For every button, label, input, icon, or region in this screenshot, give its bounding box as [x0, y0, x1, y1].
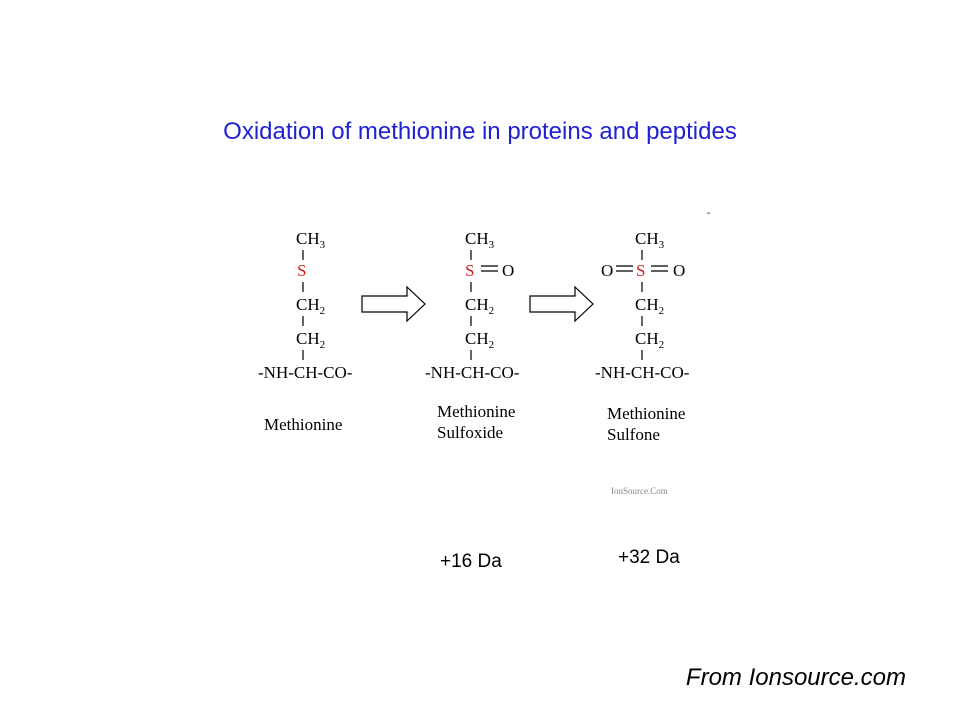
ch3-group: $CH_3$	[635, 229, 665, 251]
structure-methionine	[258, 229, 353, 434]
sulfur-atom: S	[465, 261, 475, 280]
backbone: -NH-CH-CO-	[595, 363, 690, 382]
ch2-group: $CH_2$	[296, 295, 326, 317]
oxygen-atom: O	[673, 261, 686, 280]
compound-name: Sulfone	[607, 425, 660, 444]
backbone: -NH-CH-CO-	[258, 363, 353, 382]
ch2-group: $CH_2$	[635, 295, 665, 317]
ch2-group: $CH_2$	[465, 295, 495, 317]
mass-shift-sulfone: +32 Da	[618, 547, 680, 568]
oxygen-atom: O	[502, 261, 515, 280]
compound-name: Methionine	[437, 402, 516, 421]
structure-methionine-sulfoxide	[425, 229, 520, 442]
compound-name: Methionine	[607, 404, 686, 423]
ch2-group: $CH_2$	[635, 329, 665, 351]
page-title: Oxidation of methionine in proteins and peptides	[223, 118, 737, 145]
mass-shift-sulfoxide: +16 Da	[440, 551, 502, 572]
compound-name: Methionine	[264, 415, 343, 434]
watermark: IonSource.Com	[611, 486, 668, 496]
reaction-arrow	[362, 287, 425, 321]
reaction-arrow	[530, 287, 593, 321]
stray-mark: -	[707, 208, 711, 219]
backbone: -NH-CH-CO-	[425, 363, 520, 382]
sulfur-atom: S	[297, 261, 307, 280]
ch2-group: $CH_2$	[296, 329, 326, 351]
ch2-group: $CH_2$	[465, 329, 495, 351]
ch3-group: $CH_3$	[465, 229, 495, 251]
compound-name: Sulfoxide	[437, 423, 504, 442]
oxygen-atom: O	[601, 261, 614, 280]
source-credit: From Ionsource.com	[685, 664, 906, 691]
structure-methionine-sulfone	[595, 229, 690, 444]
sulfur-atom: S	[636, 261, 646, 280]
ch3-group: $CH_3$	[296, 229, 326, 251]
